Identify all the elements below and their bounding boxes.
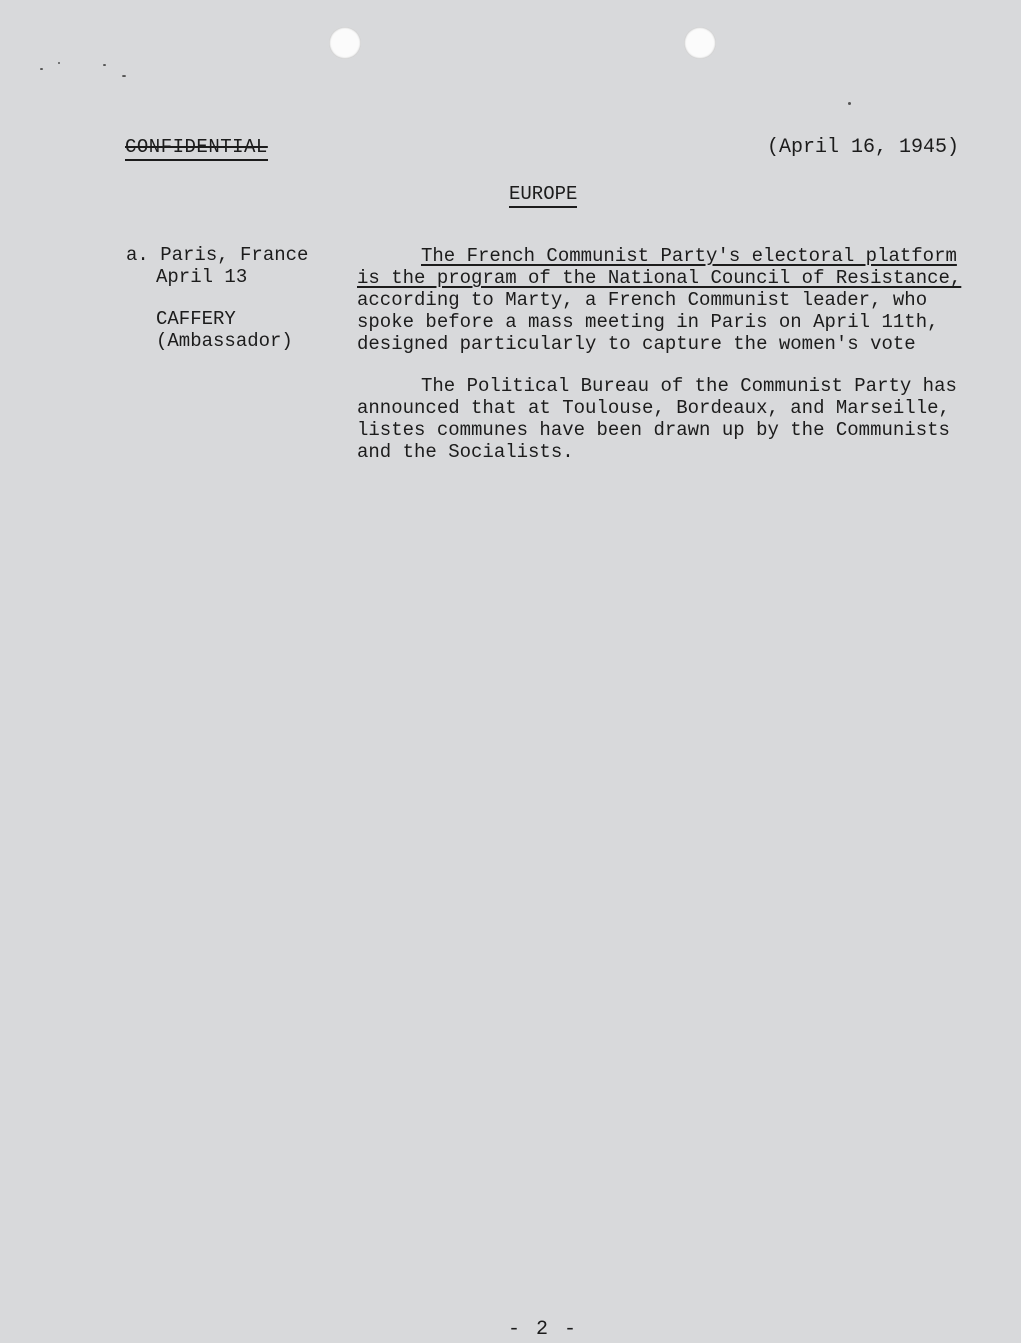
section-title: EUROPE <box>509 183 577 208</box>
entry-sender-title: (Ambassador) <box>156 330 293 352</box>
punch-hole-left <box>329 27 361 59</box>
paragraph-1-underlined: The French Communist Party's electoral platform is the program of the National Council of Resistance, <box>357 245 962 289</box>
paper-speck <box>103 64 106 66</box>
entry-source <box>126 244 308 352</box>
classification-marking: CONFIDENTIAL <box>125 136 268 161</box>
paragraph-1 <box>357 245 977 355</box>
paragraph-1-rest: according to Marty, a French Communist leader, who spoke before a mass meeting in Paris on April 11th, designed particularly to capture the women's vote <box>357 289 939 355</box>
entry-location: Paris, France <box>160 244 309 266</box>
entry-sender: CAFFERY <box>156 308 236 330</box>
paper-speck <box>848 102 851 105</box>
document-date: (April 16, 1945) <box>767 136 960 159</box>
paper-speck <box>58 62 60 64</box>
paper-speck <box>122 75 126 77</box>
paragraph-2: The Political Bureau of the Communist Party has announced that at Toulouse, Bordeaux, and Marseille, listes communes have been drawn up by the Communists and the Socialists. <box>357 375 957 463</box>
punch-hole-right <box>684 27 716 59</box>
page-number: - 2 - <box>508 1318 579 1341</box>
entry-location-line <box>126 244 308 266</box>
entry-body <box>357 245 977 483</box>
paper-speck <box>40 68 43 70</box>
entry-marker: a. <box>126 244 149 266</box>
entry-date: April 13 <box>156 266 248 288</box>
